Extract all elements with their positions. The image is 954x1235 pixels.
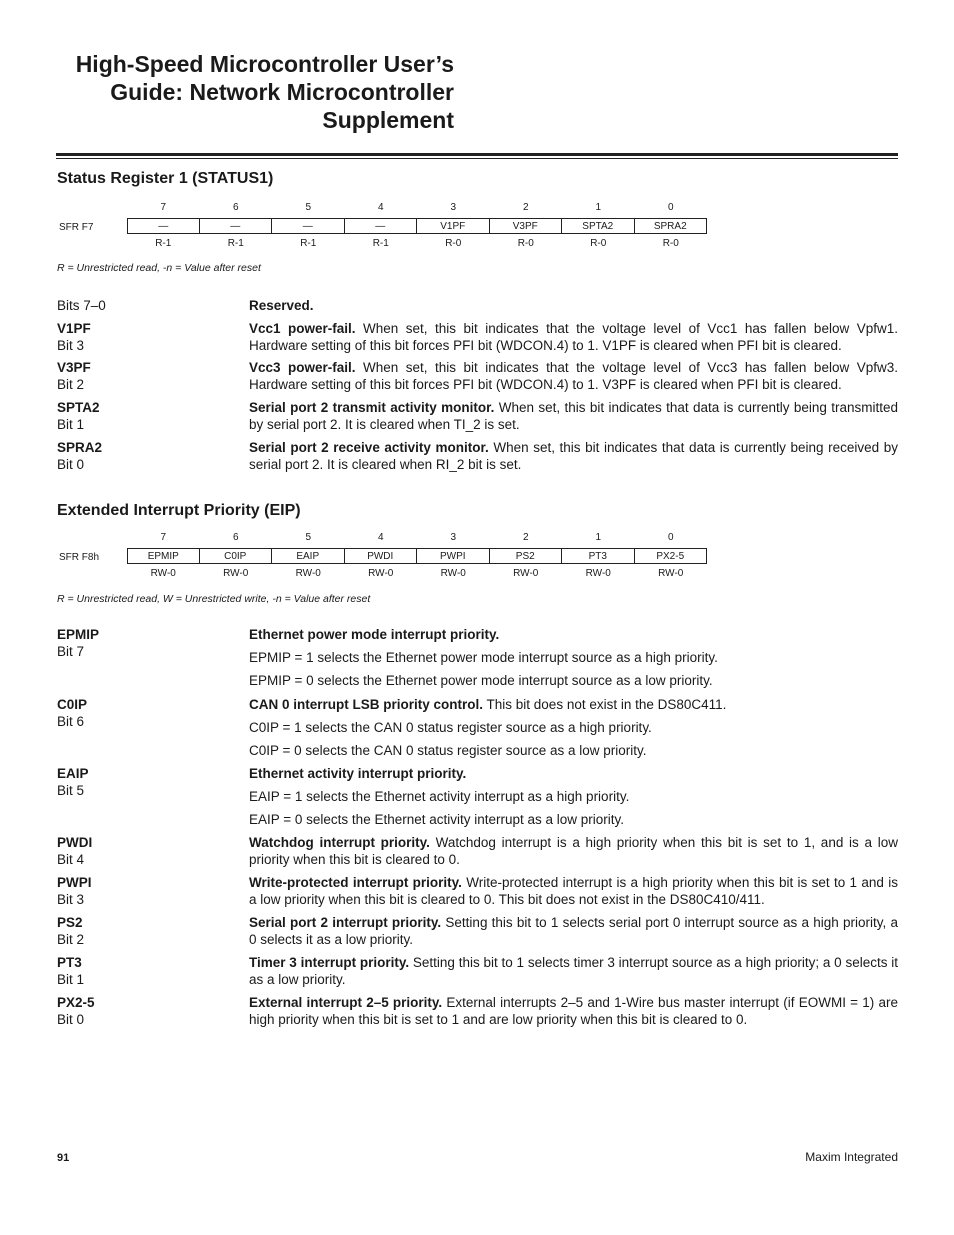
bit-number: 3	[450, 202, 457, 213]
bit-number: 2	[522, 202, 529, 213]
title-line-1: High-Speed Microcontroller User’s	[75, 51, 454, 77]
reset-value: RW-0	[513, 568, 539, 579]
reset-value: RW-0	[150, 568, 176, 579]
sfr-address: SFR F8h	[59, 552, 100, 563]
bit-number-row	[127, 532, 707, 543]
bit-title: Reserved.	[249, 298, 314, 313]
reset-value: RW-0	[295, 568, 321, 579]
bit-position: Bit 2	[57, 932, 85, 947]
bit-cell: PX2-5	[635, 548, 708, 564]
reset-value: RW-0	[223, 568, 249, 579]
reset-value: R-0	[445, 238, 462, 249]
reset-value-row	[127, 568, 707, 579]
bit-title: Write-protected interrupt priority.	[249, 875, 462, 890]
bit-name: PT3	[57, 955, 82, 970]
bit-position: Bit 0	[57, 457, 85, 472]
bit-text: When set, this bit indicates that the voltage level of Vcc1 has fallen below Vpfw1. Hardware setting of this bit forces PFI bit (WDCON.4) to 1. V1PF is cleared when PFI bit is cleared.	[249, 321, 898, 353]
bit-cell: V1PF	[417, 218, 490, 234]
bit-name: SPRA2	[57, 440, 103, 455]
bit-title: Vcc1 power-fail.	[249, 321, 356, 336]
bit-title: Serial port 2 transmit activity monitor.	[249, 400, 495, 415]
bit-option: EPMIP = 0 selects the Ethernet power mode interrupt source as a low priority.	[249, 673, 713, 688]
bit-cell: PT3	[562, 548, 635, 564]
bit-number: 6	[232, 532, 239, 543]
bit-title: Ethernet power mode interrupt priority.	[249, 627, 500, 642]
bit-title: Ethernet activity interrupt priority.	[249, 766, 467, 781]
bit-name: Bits 7–0	[57, 298, 106, 313]
bit-text: Watchdog interrupt is a high priority when this bit is set to 1, and is a low priority when this bit is cleared to 0.	[249, 835, 898, 867]
bit-title: Vcc3 power-fail.	[249, 360, 356, 375]
bit-number: 0	[667, 532, 674, 543]
bit-text: Setting this bit to 1 selects serial port 0 interrupt source as a high priority, a 0 selects it as a low priority.	[249, 915, 899, 947]
bit-description	[57, 439, 898, 473]
bit-text: External interrupts 2–5 and 1-Wire bus master interrupt (if EOWMI = 1) are high priority when this bit is set to 1 and are low priority when this bit is cleared to 0.	[249, 995, 898, 1027]
bit-name: EPMIP	[57, 627, 100, 642]
reset-value: R-0	[662, 238, 679, 249]
bit-title: Serial port 2 interrupt priority.	[249, 915, 442, 930]
bit-cell-row	[127, 218, 707, 234]
bit-position: Bit 4	[57, 852, 85, 867]
bit-title: Timer 3 interrupt priority.	[249, 955, 410, 970]
register-note: R = Unrestricted read, W = Unrestricted write, -n = Value after reset	[57, 593, 371, 605]
bit-number: 0	[667, 202, 674, 213]
reset-value: R-0	[590, 238, 607, 249]
bit-number: 5	[305, 202, 312, 213]
bit-title: External interrupt 2–5 priority.	[249, 995, 443, 1010]
bit-number: 1	[595, 532, 602, 543]
reset-value: R-1	[227, 238, 244, 249]
bit-number: 7	[160, 202, 167, 213]
bit-title: Serial port 2 receive activity monitor.	[249, 440, 489, 455]
bit-position: Bit 3	[57, 338, 85, 353]
bit-name: PWDI	[57, 835, 93, 850]
reset-value-row	[127, 238, 707, 249]
bit-number: 2	[522, 532, 529, 543]
bit-cell: —	[200, 218, 273, 234]
title-line-3: Supplement	[322, 107, 454, 133]
bit-cell-row	[127, 548, 707, 564]
bit-cell: V3PF	[490, 218, 563, 234]
sfr-address: SFR F7	[59, 222, 94, 233]
reset-value: R-1	[300, 238, 317, 249]
bit-text: This bit does not exist in the DS80C411.	[486, 697, 727, 712]
bit-title: CAN 0 interrupt LSB priority control.	[249, 697, 484, 712]
bit-number: 4	[377, 202, 384, 213]
bit-number-row	[127, 202, 707, 213]
bit-cell: C0IP	[200, 548, 273, 564]
reset-value: RW-0	[440, 568, 466, 579]
reset-value: RW-0	[368, 568, 394, 579]
bit-description	[57, 874, 898, 908]
bit-description	[57, 994, 898, 1028]
company-name: Maxim Integrated	[805, 1150, 898, 1164]
bit-cell: EAIP	[272, 548, 345, 564]
bit-number: 3	[450, 532, 457, 543]
bit-cell: PWDI	[345, 548, 418, 564]
bit-number: 4	[377, 532, 384, 543]
bit-option: C0IP = 1 selects the CAN 0 status register source as a high priority.	[249, 720, 652, 735]
bit-description	[57, 834, 898, 868]
bit-cell: PS2	[490, 548, 563, 564]
bit-description	[57, 359, 898, 393]
bit-name: PX2-5	[57, 995, 95, 1010]
header-rule-thin	[56, 158, 898, 159]
bit-text: When set, this bit indicates that data is currently being transmitted by serial port 2. It is cleared when TI_2 is set.	[249, 400, 898, 432]
bit-position: Bit 6	[57, 714, 85, 729]
bit-position: Bit 2	[57, 377, 85, 392]
bit-cell: —	[127, 218, 200, 234]
bit-position: Bit 0	[57, 1012, 85, 1027]
reset-value: R-0	[517, 238, 534, 249]
bit-option: C0IP = 0 selects the CAN 0 status register source as a low priority.	[249, 743, 647, 758]
bit-name: C0IP	[57, 697, 88, 712]
bit-cell: EPMIP	[127, 548, 200, 564]
title-line-2: Guide: Network Microcontroller	[110, 79, 454, 105]
bit-description	[57, 399, 898, 433]
register-note: R = Unrestricted read, -n = Value after reset	[57, 262, 261, 274]
page-number: 91	[57, 1152, 70, 1164]
bit-cell: SPRA2	[635, 218, 708, 234]
bit-number: 1	[595, 202, 602, 213]
bit-option: EPMIP = 1 selects the Ethernet power mode interrupt source as a high priority.	[249, 650, 718, 665]
reset-value: RW-0	[658, 568, 684, 579]
bit-cell: SPTA2	[562, 218, 635, 234]
bit-option: EAIP = 0 selects the Ethernet activity interrupt as a low priority.	[249, 812, 625, 827]
bit-description	[57, 320, 898, 354]
bit-number: 7	[160, 532, 167, 543]
bit-name: SPTA2	[57, 400, 100, 415]
bit-name: V1PF	[57, 321, 91, 336]
bit-position: Bit 5	[57, 783, 85, 798]
reset-value: RW-0	[585, 568, 611, 579]
bit-description	[57, 696, 898, 759]
header-rule-thick	[56, 153, 898, 156]
bit-position: Bit 1	[57, 972, 85, 987]
bit-cell: —	[345, 218, 418, 234]
bit-description	[57, 626, 898, 689]
bit-cell: PWPI	[417, 548, 490, 564]
status1-heading: Status Register 1 (STATUS1)	[57, 170, 274, 187]
bit-description	[57, 297, 898, 314]
bit-name: EAIP	[57, 766, 89, 781]
reset-value: R-1	[372, 238, 389, 249]
bit-number: 6	[232, 202, 239, 213]
bit-name: V3PF	[57, 360, 91, 375]
bit-description	[57, 914, 898, 948]
bit-position: Bit 1	[57, 417, 85, 432]
bit-text: When set, this bit indicates that data is currently being received by serial port 2. It is cleared when RI_2 bit is set.	[249, 440, 898, 472]
bit-number: 5	[305, 532, 312, 543]
bit-text: Write-protected interrupt is a high priority when this bit is set to 1 and is a low priority when this bit is cleared to 0. This bit does not exist in the DS80C410/411.	[249, 875, 898, 907]
bit-position: Bit 3	[57, 892, 85, 907]
bit-cell: —	[272, 218, 345, 234]
bit-position: Bit 7	[57, 644, 85, 659]
bit-title: Watchdog interrupt priority.	[249, 835, 430, 850]
bit-description	[57, 765, 898, 828]
bit-text: Setting this bit to 1 selects timer 3 interrupt source as a high priority; a 0 selects it as a low priority.	[249, 955, 898, 987]
bit-name: PWPI	[57, 875, 92, 890]
bit-description	[57, 954, 898, 988]
bit-name: PS2	[57, 915, 83, 930]
eip-heading: Extended Interrupt Priority (EIP)	[57, 502, 301, 519]
page-title	[40, 50, 454, 134]
reset-value: R-1	[155, 238, 172, 249]
bit-option: EAIP = 1 selects the Ethernet activity interrupt as a high priority.	[249, 789, 630, 804]
bit-text: When set, this bit indicates that the voltage level of Vcc3 has fallen below Vpfw3. Hardware setting of this bit forces PFI bit (WDCON.4) to 1. V3PF is cleared when PFI bit is cleared.	[249, 360, 898, 392]
